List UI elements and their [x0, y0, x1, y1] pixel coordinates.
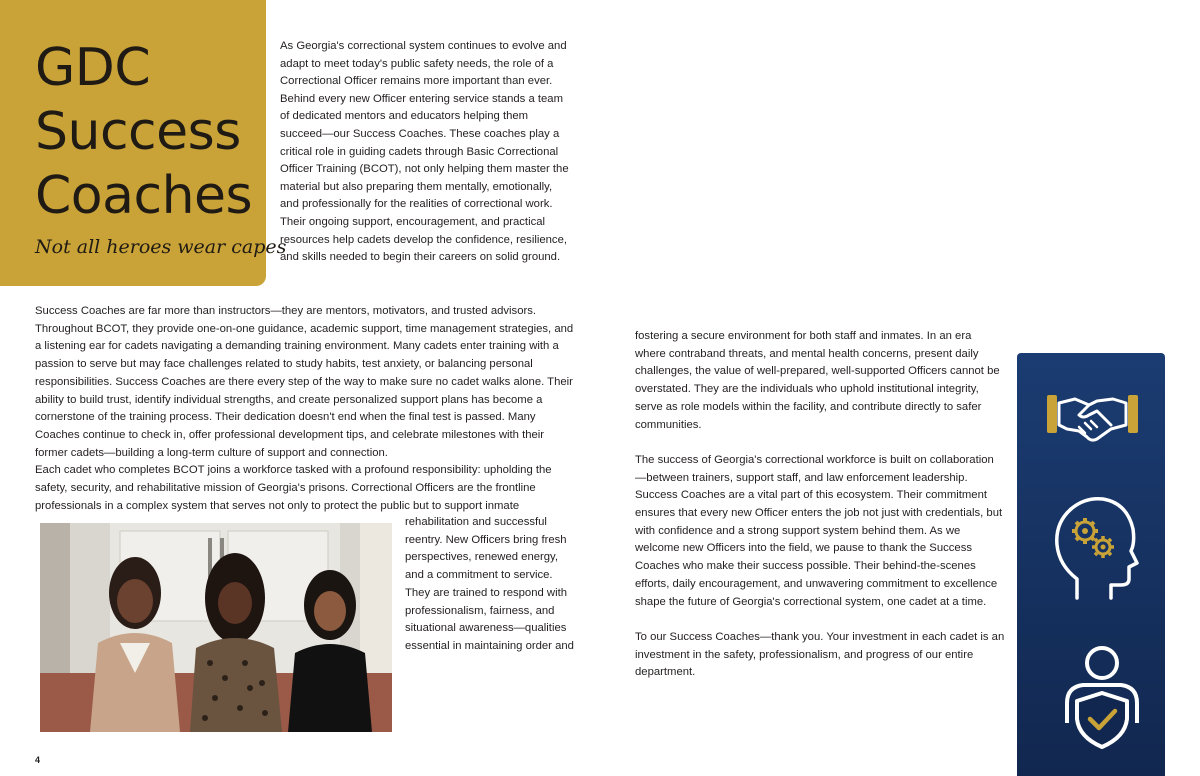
subtitle: Not all heroes wear capes: [35, 236, 287, 258]
body-column-1: [35, 303, 575, 515]
title-line-1: GDC: [35, 38, 151, 98]
handshake-icon: [1045, 389, 1140, 449]
wrap-text: rehabilitation and successful reentry. New Officers bring fresh perspectives, renewed energy, and a commitment to service. They are trained to respond with professionalism, fairness, and situational awareness—qualities essential in maintaining order and: [405, 516, 574, 652]
body-paragraph-1: Success Coaches are far more than instructors—they are mentors, motivators, and trusted advisors. Throughout BCOT, they provide one-on-one guidance, academic support, time management strategies, and a listening ear for cadets navigating a demanding training environment. Many cadets enter training with a passion to serve but may face challenges related to study habits, test anxiety, or balancing personal responsibilities. Success Coaches are there every step of the way to make sure no cadet walks alone. Their ability to build trust, identify individual strengths, and create personalized support plans has become a cornerstone of the training process. Their dedication doesn't end when the final test is passed. Many Coaches continue to check in, offer professional development tips, and celebrate milestones with their former cadets—building a long-term culture of support and connection.: [35, 305, 574, 459]
body-column-2: [635, 328, 1005, 700]
body-paragraph-2: Each cadet who completes BCOT joins a workforce tasked with a profound responsibility: upholding the safety, security, and rehabilitative mission of Georgia's prisons. Correctional Officers are the frontline professionals in a complex system that serves not only to protect the public but to support inmate: [35, 464, 552, 512]
title-block: [0, 0, 287, 286]
page-number: 4: [35, 755, 41, 765]
person-shield-check-icon: [1057, 643, 1147, 758]
icon-panel: [1017, 353, 1165, 776]
title-line-3: Coaches: [35, 166, 253, 226]
title-line-2: Success: [35, 102, 241, 162]
column2-paragraph-2: The success of Georgia's correctional workforce is built on collaboration—between trainers, support staff, and law enforcement leadership. Success Coaches are a vital part of this ecosystem. Their commitment ensures that every new Officer enters the job not just with credentials, but with confidence and a strong support system behind them. As we welcome new Officers into the field, we pause to thank the Success Coaches who make their success possible. Their behind-the-scenes efforts, daily encouragement, and unwavering commitment to excellence shape the future of Georgia's correctional system, one cadet at a time.: [635, 453, 1003, 608]
head-gears-icon: [1051, 493, 1141, 608]
column2-paragraph-3: To our Success Coaches—thank you. Your investment in each cadet is an investment in the safety, professionalism, and progress of our entire department.: [635, 630, 1005, 679]
coaches-photo: [40, 523, 392, 732]
intro-paragraph: As Georgia's correctional system continues to evolve and adapt to meet today's public safety needs, the role of a Correctional Officer remains more important than ever. Behind every new Officer entering service stands a team of dedicated mentors and educators helping them succeed—our Success Coaches. These coaches play a critical role in guiding cadets through Basic Correctional Officer Training (BCOT), not only helping them master the material but also preparing them mentally, emotionally, and professionally for the realities of correctional work. Their ongoing support, encouragement, and practical resources help cadets develop the confidence, resilience, and skills needed to begin their careers on solid ground.: [280, 40, 569, 264]
page-title: [35, 36, 252, 228]
column2-paragraph-1: fostering a secure environment for both staff and inmates. In an era where contraband threats, and mental health concerns, present daily challenges, the value of well-prepared, well-supported Officers cannot be overstated. They are the individuals who uphold institutional integrity, serve as role models within the facility, and contribute directly to safer communities.: [635, 330, 1000, 431]
